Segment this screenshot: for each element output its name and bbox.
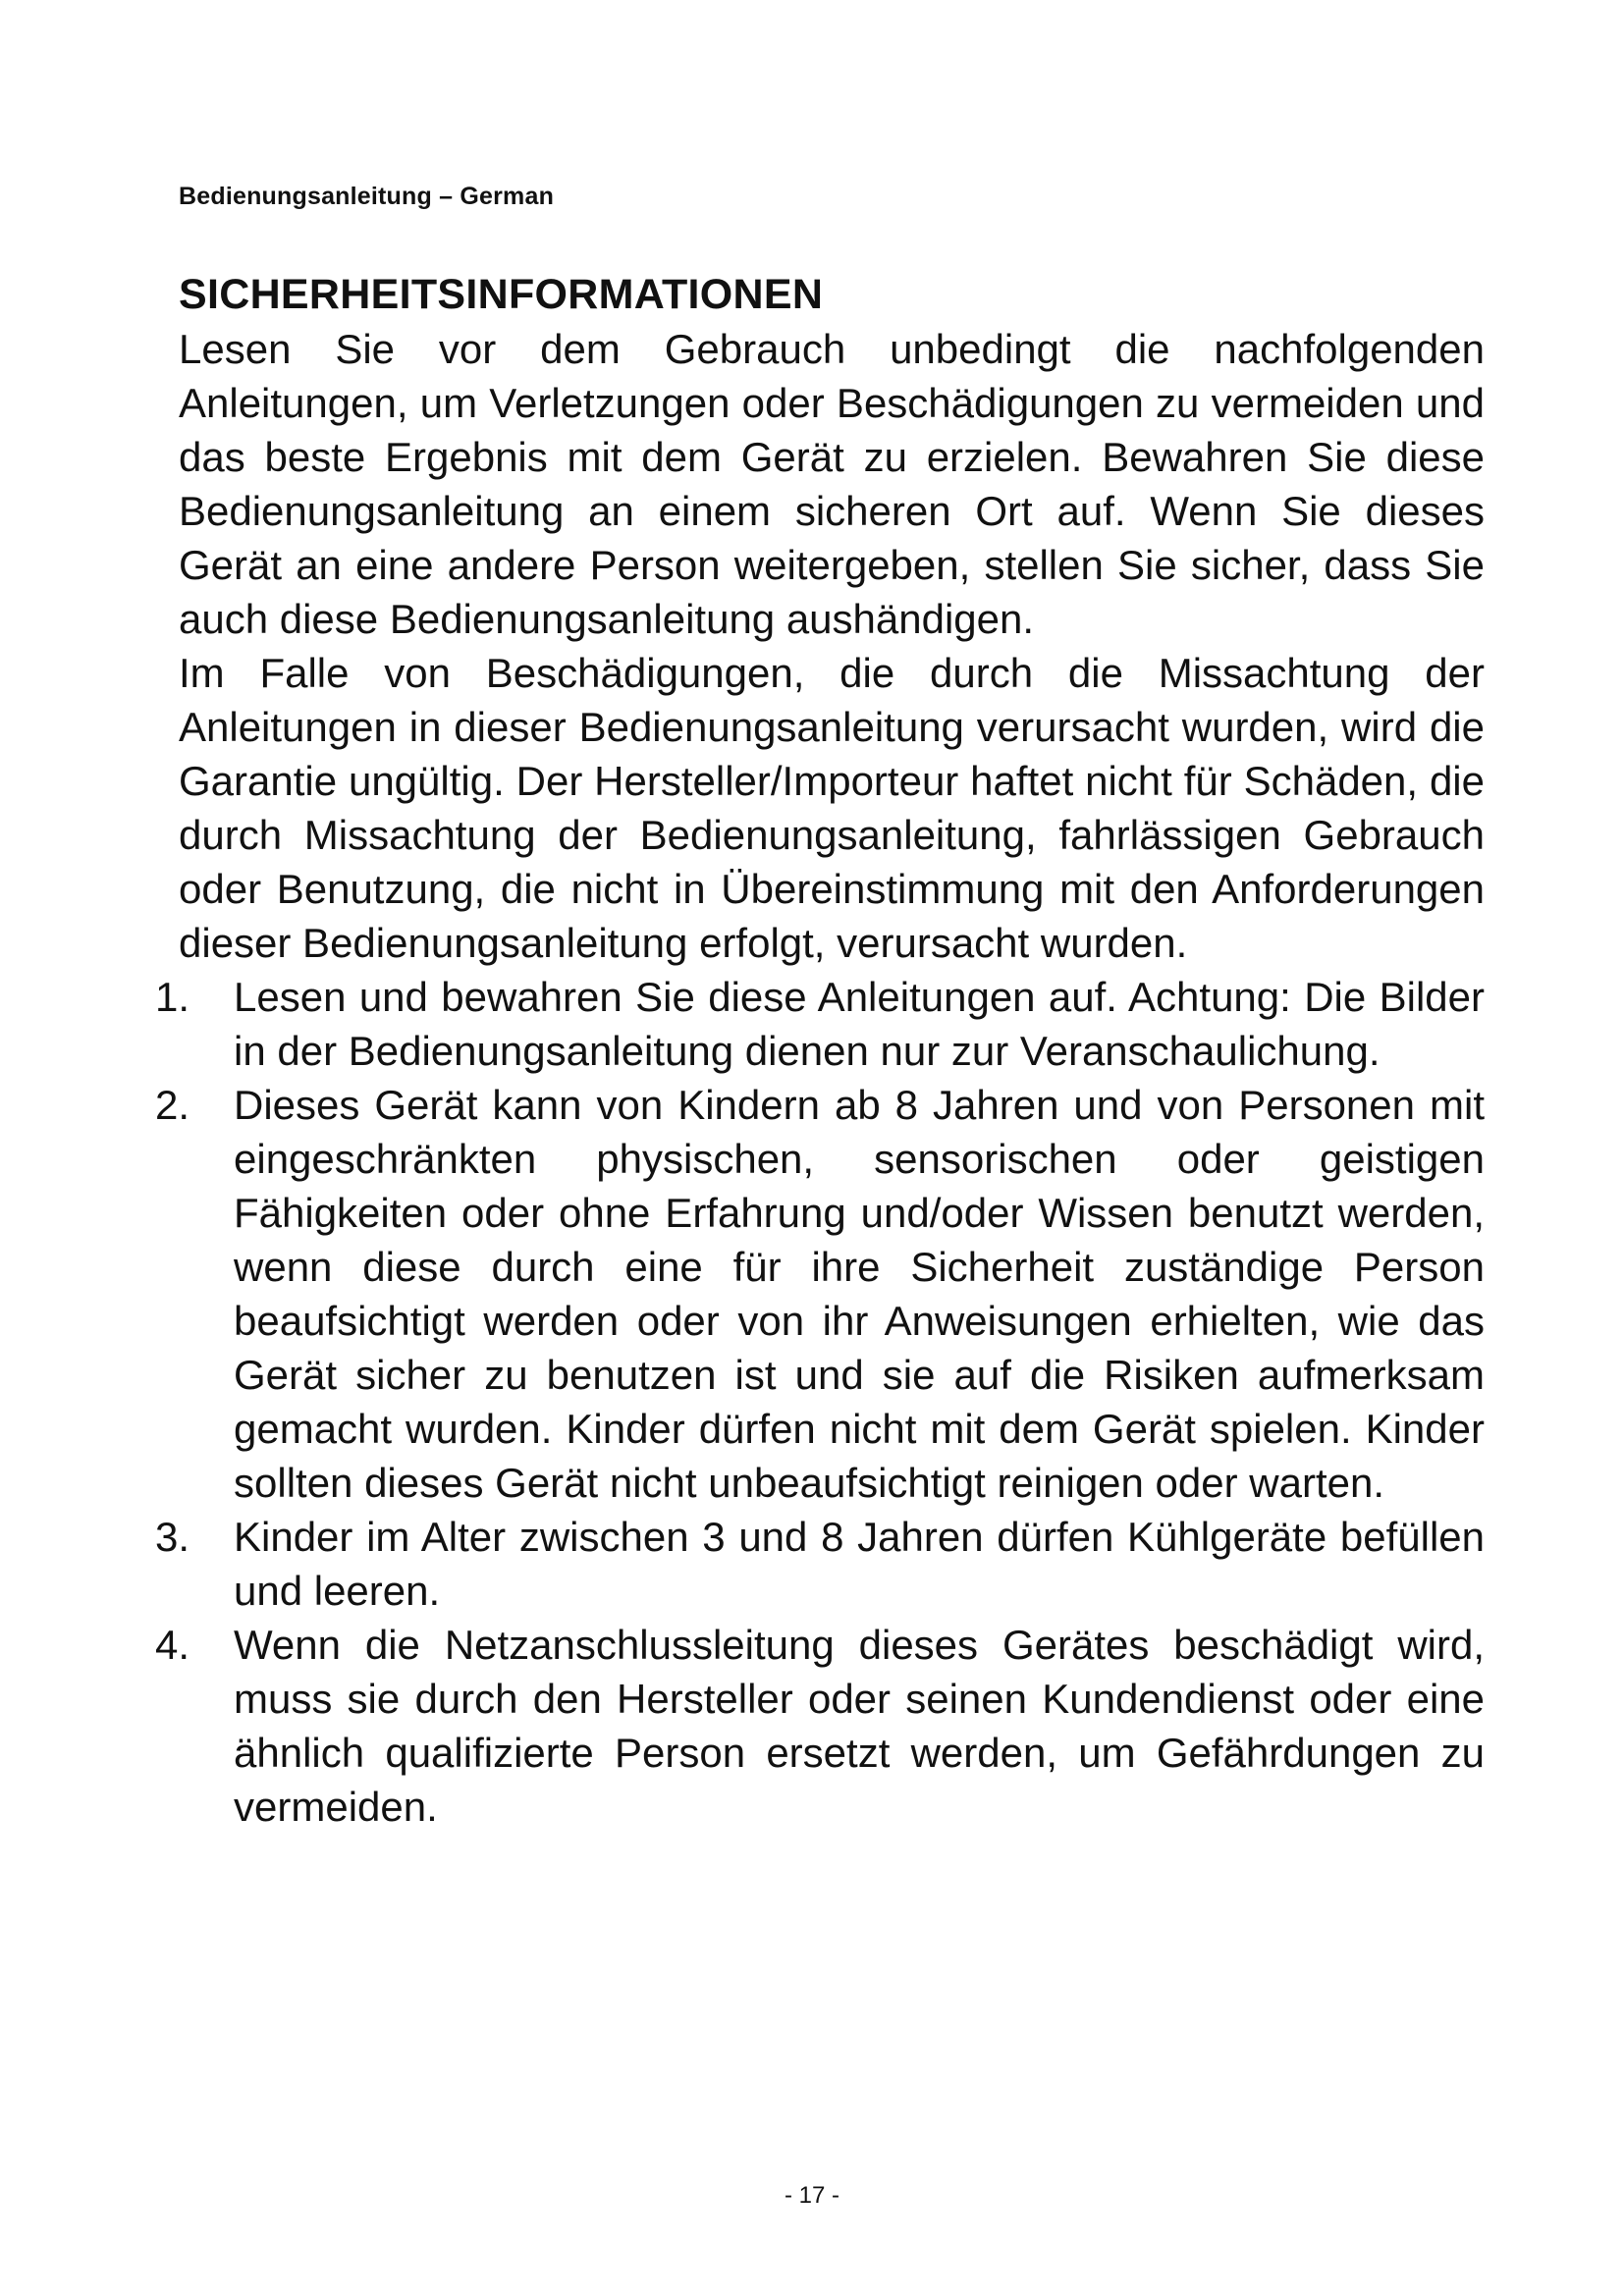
list-item-number: 2. — [155, 1082, 190, 1128]
document-header-label: Bedienungsanleitung – German — [179, 183, 555, 210]
list-item-text: Wenn die Netzanschlussleitung dieses Gerätes beschädigt wird, muss sie durch den Hersteller oder seinen Kundendienst oder eine ähnlich qualifizierte Person ersetzt werden, um Gefährdungen zu vermeiden. — [234, 1622, 1485, 1830]
list-item-number: 4. — [155, 1622, 190, 1668]
list-item-text: Dieses Gerät kann von Kindern ab 8 Jahren und von Personen mit eingeschränkten physischen, sensorischen oder geistigen Fähigkeiten oder ohne Erfahrung und/oder Wissen benutzt werden, wenn diese durch eine für ihre Sicherheit zuständige Person beaufsichtigt werden oder von ihr Anweisungen erhielten, wie das Gerät sicher zu benutzen ist und sie auf die Risiken aufmerksam gemacht wurden. Kinder dürfen nicht mit dem Gerät spielen. Kinder sollten dieses Gerät nicht unbeaufsichtigt reinigen oder warten. — [234, 1082, 1485, 1506]
warranty-paragraph: Im Falle von Beschädigungen, die durch die Missachtung der Anleitungen in dieser Bedienungsanleitung verursacht wurden, wird die Garantie ungültig. Der Hersteller/Importeur haftet nicht für Schäden, die durch Missachtung der Bedienungsanleitung, fahrlässigen Gebrauch oder Benutzung, die nicht in Übereinstimmung mit den Anforderungen dieser Bedienungsanleitung erfolgt, verursacht wurden. — [179, 650, 1485, 966]
list-item — [155, 970, 1485, 1078]
section-title: SICHERHEITSINFORMATIONEN — [179, 271, 824, 318]
safety-list — [155, 970, 1485, 1834]
list-item-text: Kinder im Alter zwischen 3 und 8 Jahren dürfen Kühlgeräte befüllen und leeren. — [234, 1514, 1485, 1614]
list-item-text: Lesen und bewahren Sie diese Anleitungen auf. Achtung: Die Bilder in der Bedienungsanleitung dienen nur zur Veranschaulichung. — [234, 974, 1485, 1074]
list-item — [155, 1510, 1485, 1618]
safety-section — [155, 267, 1485, 1834]
list-item-number: 1. — [155, 974, 190, 1020]
list-item — [155, 1618, 1485, 1834]
page-number: - 17 - — [784, 2182, 839, 2209]
intro-paragraph: Lesen Sie vor dem Gebrauch unbedingt die nachfolgenden Anleitungen, um Verletzungen oder Beschädigungen zu vermeiden und das beste Ergebnis mit dem Gerät zu erzielen. Bewahren Sie diese Bedienungsanleitung an einem sicheren Ort auf. Wenn Sie dieses Gerät an eine andere Person weitergeben, stellen Sie sicher, dass Sie auch diese Bedienungsanleitung aushändigen. — [179, 326, 1485, 642]
list-item — [155, 1078, 1485, 1510]
list-item-number: 3. — [155, 1514, 190, 1560]
